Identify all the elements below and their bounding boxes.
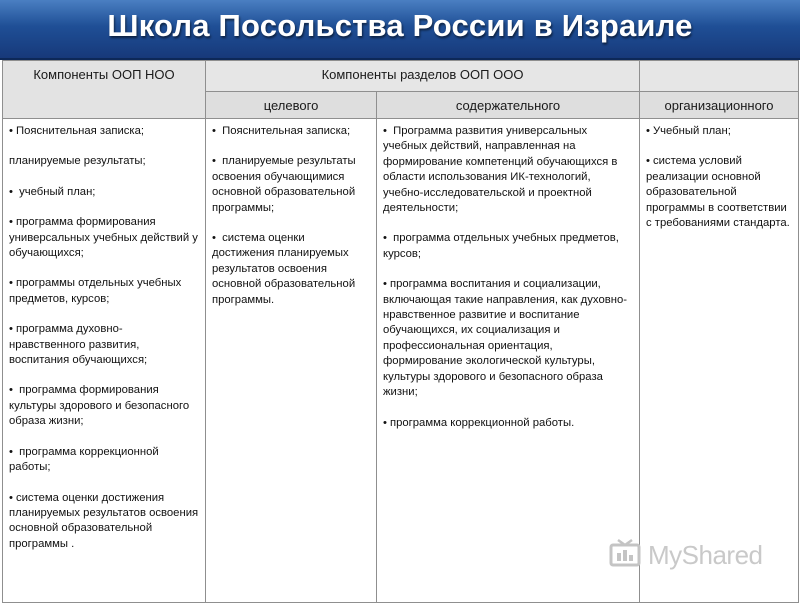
list-item: • Учебный план; [646, 125, 731, 137]
header-ooo-components: Компоненты разделов ООП ООО [206, 61, 640, 92]
myshared-logo-icon [608, 538, 644, 572]
content-row [3, 119, 799, 603]
list-item: • программа формирования универсальных учебных действий у обучающихся; [9, 216, 198, 260]
list-item: • программа духовно-нравственного развития, воспитания обучающихся; [9, 323, 148, 367]
myshared-watermark [606, 536, 776, 572]
cell-target-list [206, 119, 377, 603]
list-item: • планируемые результаты освоения обучающимися основной образовательной программы; [212, 155, 356, 214]
list-item: • учебный план; [9, 185, 96, 198]
watermark-text: MyShared [648, 540, 763, 570]
subheader-organizational: организационного [640, 92, 799, 119]
header-noo-components: Компоненты ООП НОО [3, 61, 206, 119]
subheader-target: целевого [206, 92, 377, 119]
components-table [2, 60, 799, 603]
subheader-content: содержательного [377, 92, 640, 119]
header-blank [640, 61, 799, 92]
list-item: • программа коррекционной работы. [383, 416, 575, 429]
title-bar [0, 0, 800, 60]
list-item: • программа отдельных учебных предметов, курсов; [383, 232, 619, 260]
list-item: • система условий реализации основной образовательной программы в соответствии с требованиями стандарта. [646, 155, 790, 230]
list-item: • Программа развития универсальных учебных действий, направленная на формирование компетенций обучающихся в области использования ИК-технологий, учебно-исследовательской и проектной деятельности; [383, 125, 618, 215]
list-item: • программы отдельных учебных предметов, курсов; [9, 277, 182, 305]
list-item: • программа коррекционной работы; [9, 445, 159, 474]
cell-noo-list [3, 119, 206, 603]
cell-organizational-list [640, 119, 799, 603]
list-item: • программа воспитания и социализации, включающая такие направления, как духовно-нравственное развитие и воспитание обучающихся, их социализация и профессиональная ориентация, формирование экологической культуры, культуры здорового и безопасного образа жизни; [383, 278, 628, 399]
list-item: планируемые результаты; [9, 155, 146, 168]
list-item: • Пояснительная записка; [9, 125, 145, 137]
cell-content-list [377, 119, 640, 603]
list-item: • программа формирования культуры здорового и безопасного образа жизни; [9, 384, 190, 428]
list-item: • Пояснительная записка; [212, 125, 351, 137]
list-item: • система оценки достижения планируемых результатов освоения основной образовательной программы. [212, 232, 356, 306]
list-item: • система оценки достижения планируемых результатов освоения основной образовательной программы . [9, 491, 199, 550]
page-title: Школа Посольства России в Израиле [107, 8, 693, 43]
header-row-1 [3, 61, 799, 92]
